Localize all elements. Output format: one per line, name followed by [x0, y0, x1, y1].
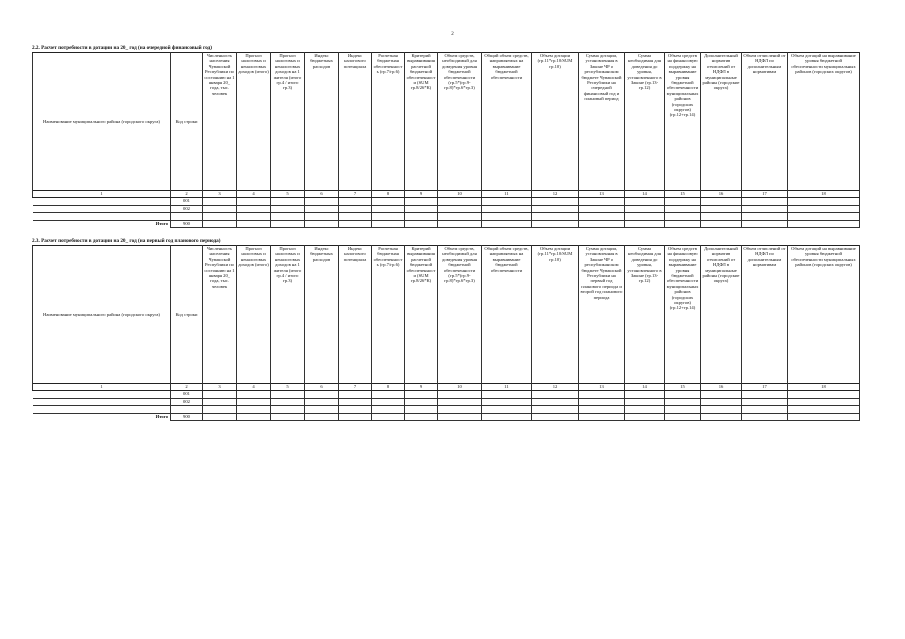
table-cell[interactable] — [372, 398, 405, 406]
table-cell[interactable] — [372, 406, 405, 414]
table-cell[interactable] — [271, 406, 305, 414]
table-cell[interactable] — [625, 398, 665, 406]
table-cell[interactable] — [665, 406, 701, 414]
table-cell[interactable] — [237, 398, 271, 406]
table-cell[interactable] — [742, 391, 788, 399]
column-header-6: Индекс бюджетных расходов — [305, 53, 339, 191]
table-cell[interactable] — [405, 406, 438, 414]
table-cell[interactable] — [665, 391, 701, 399]
total-code: 900 — [171, 413, 203, 421]
table-row — [33, 391, 860, 399]
table-cell[interactable] — [271, 391, 305, 399]
table-cell[interactable] — [339, 198, 372, 206]
table-cell[interactable] — [482, 198, 532, 206]
table-cell[interactable] — [701, 406, 742, 414]
page-number: 2 — [451, 32, 454, 37]
table-row — [33, 213, 860, 221]
row-code: 002 — [171, 205, 203, 213]
column-header-18: Объем дотаций на выравнивание уровня бюджетной обеспеченности муниципальных районов (городских округов) — [788, 246, 860, 384]
column-header-11: Общий объем средств, направляемых на выравнивание бюджетной обеспеченности — [482, 246, 532, 384]
table-cell — [33, 205, 171, 213]
column-header-5: Прогноз налоговых и неналоговых доходов на 1 жителя (итого гр.4 / итого гр.3) — [271, 53, 305, 191]
column-header-15: Объем средств на финансовую поддержку на выравнивание уровня бюджетной обеспеченности муниципальных районов (городских округов) (гр.12+гр.14) — [665, 246, 701, 384]
total-label: Итого — [33, 413, 171, 421]
table-cell — [33, 398, 171, 406]
table-cell[interactable] — [532, 406, 579, 414]
table-cell[interactable] — [305, 391, 339, 399]
table-cell[interactable] — [339, 205, 372, 213]
table-cell[interactable] — [742, 213, 788, 221]
column-number: 8 — [372, 384, 405, 391]
column-number: 18 — [788, 191, 860, 198]
table-cell[interactable] — [405, 205, 438, 213]
total-row — [33, 220, 860, 228]
table-cell[interactable] — [305, 398, 339, 406]
table-cell[interactable] — [237, 406, 271, 414]
column-header-13: Сумма дотации, установленная в Законе ЧР о республиканском бюджете Чувашской Республики на очередной финансовый год и плановый период — [579, 53, 625, 191]
table-cell[interactable] — [482, 391, 532, 399]
column-number: 6 — [305, 191, 339, 198]
column-header-2: Код строки — [171, 246, 203, 384]
total-cell[interactable] — [482, 413, 532, 421]
total-label: Итого — [33, 220, 171, 228]
column-number: 18 — [788, 384, 860, 391]
column-header-13: Сумма дотации, установленная в Законе ЧР о республиканском бюджете Чувашской Республики на первый год планового периода и второй год планового периода — [579, 246, 625, 384]
table-cell[interactable] — [579, 213, 625, 221]
table-cell[interactable] — [482, 205, 532, 213]
section-title: 2.2. Расчет потребности в дотации на 20_ год (на очередной финансовый год) — [32, 45, 212, 51]
column-number: 3 — [203, 384, 237, 391]
table-cell[interactable] — [788, 406, 860, 414]
total-cell[interactable] — [625, 220, 665, 228]
table-cell[interactable] — [579, 406, 625, 414]
total-cell[interactable] — [665, 220, 701, 228]
table-cell[interactable] — [579, 398, 625, 406]
table-cell[interactable] — [438, 205, 482, 213]
total-cell[interactable] — [788, 413, 860, 421]
table-cell[interactable] — [701, 398, 742, 406]
header-row — [33, 246, 860, 384]
column-number: 10 — [438, 384, 482, 391]
column-header-17: Объем отчислений от НДФЛ по дополнительным нормативам — [742, 246, 788, 384]
column-header-17: Объем отчислений от НДФЛ по дополнительным нормативам — [742, 53, 788, 191]
column-header-1: Наименование муниципального района (городского округа) — [33, 53, 171, 191]
column-header-9: Критерий выравнивания расчетной бюджетной обеспеченности (SUM гр.8/26*К) — [405, 53, 438, 191]
column-number: 13 — [579, 384, 625, 391]
table-cell[interactable] — [405, 198, 438, 206]
table-cell[interactable] — [305, 213, 339, 221]
table-cell[interactable] — [237, 391, 271, 399]
calc-table — [32, 52, 860, 228]
total-cell[interactable] — [579, 220, 625, 228]
row-code: 001 — [171, 198, 203, 206]
column-header-16: Дополнительный норматив отчислений от НДФЛ в муниципальные районы (городские округа) — [701, 246, 742, 384]
table-cell — [33, 198, 171, 206]
column-number: 11 — [482, 384, 532, 391]
table-cell[interactable] — [701, 391, 742, 399]
total-cell[interactable] — [742, 220, 788, 228]
total-cell[interactable] — [482, 220, 532, 228]
total-cell[interactable] — [438, 413, 482, 421]
column-header-10: Объем средств, необходимый для доведения уровня бюджетной обеспеченности (гр.5*(гр.9-гр.8)*гр.6*гр.3) — [438, 53, 482, 191]
table-cell[interactable] — [405, 391, 438, 399]
column-number: 5 — [271, 384, 305, 391]
table-cell[interactable] — [339, 213, 372, 221]
row-code — [171, 213, 203, 221]
column-number: 8 — [372, 191, 405, 198]
column-header-12: Объем дотации (гр.11*гр.10/SUM гр.10) — [532, 246, 579, 384]
total-cell[interactable] — [372, 220, 405, 228]
table-cell[interactable] — [788, 198, 860, 206]
table-cell[interactable] — [372, 213, 405, 221]
table-cell[interactable] — [532, 391, 579, 399]
column-header-6: Индекс бюджетных расходов — [305, 246, 339, 384]
table-cell[interactable] — [701, 198, 742, 206]
column-number: 4 — [237, 191, 271, 198]
table-cell[interactable] — [305, 205, 339, 213]
total-cell[interactable] — [203, 413, 237, 421]
table-cell[interactable] — [742, 406, 788, 414]
column-number: 9 — [405, 191, 438, 198]
column-header-1: Наименование муниципального района (городского округа) — [33, 246, 171, 384]
total-cell[interactable] — [788, 220, 860, 228]
table-cell[interactable] — [339, 398, 372, 406]
total-code: 900 — [171, 220, 203, 228]
row-code: 001 — [171, 391, 203, 399]
column-number: 2 — [171, 384, 203, 391]
table-cell[interactable] — [482, 213, 532, 221]
table-cell[interactable] — [579, 391, 625, 399]
column-number: 3 — [203, 191, 237, 198]
table-cell[interactable] — [203, 198, 237, 206]
total-cell[interactable] — [237, 220, 271, 228]
total-cell[interactable] — [532, 413, 579, 421]
column-header-4: Прогноз налоговых и неналоговых доходов (итого) — [237, 246, 271, 384]
table-cell[interactable] — [482, 406, 532, 414]
table-cell — [33, 391, 171, 399]
total-cell[interactable] — [372, 413, 405, 421]
column-number: 7 — [339, 191, 372, 198]
column-numbers-row — [33, 191, 860, 198]
table-cell — [33, 213, 171, 221]
column-header-9: Критерий выравнивания расчетной бюджетной обеспеченности (SUM гр.8/26*К) — [405, 246, 438, 384]
table-row — [33, 406, 860, 414]
table-cell[interactable] — [203, 205, 237, 213]
table-cell[interactable] — [532, 398, 579, 406]
column-header-16: Дополнительный норматив отчислений от НДФЛ в муниципальные районы (городские округа) — [701, 53, 742, 191]
total-cell[interactable] — [405, 413, 438, 421]
column-number: 5 — [271, 191, 305, 198]
total-cell[interactable] — [701, 220, 742, 228]
table-row — [33, 205, 860, 213]
total-cell[interactable] — [271, 220, 305, 228]
total-row — [33, 413, 860, 421]
table-cell[interactable] — [237, 198, 271, 206]
table-cell[interactable] — [237, 213, 271, 221]
table-cell[interactable] — [532, 213, 579, 221]
column-number: 14 — [625, 384, 665, 391]
total-cell[interactable] — [339, 220, 372, 228]
total-cell[interactable] — [203, 220, 237, 228]
column-header-3: Численность населения Чувашской Республики по состоянию на 1 января 20_ года, тыс. человек — [203, 246, 237, 384]
table-cell[interactable] — [625, 205, 665, 213]
total-cell[interactable] — [271, 413, 305, 421]
total-cell[interactable] — [305, 220, 339, 228]
table-cell[interactable] — [625, 406, 665, 414]
table-cell[interactable] — [625, 391, 665, 399]
table-cell[interactable] — [701, 213, 742, 221]
column-header-12: Объем дотации (гр.11*гр.10/SUM гр.10) — [532, 53, 579, 191]
section-2-2 — [32, 44, 859, 228]
column-header-18: Объем дотаций на выравнивание уровня бюджетной обеспеченности муниципальных районов (городских округов) — [788, 53, 860, 191]
total-cell[interactable] — [665, 413, 701, 421]
section-title: 2.3. Расчет потребности в дотации на 20_ год (на первый год планового периода) — [32, 238, 221, 244]
column-header-5: Прогноз налоговых и неналоговых доходов на 1 жителя (итого гр.4 / итого гр.3) — [271, 246, 305, 384]
column-number: 12 — [532, 384, 579, 391]
total-cell[interactable] — [742, 413, 788, 421]
table-cell[interactable] — [339, 391, 372, 399]
column-header-7: Индекс налогового потенциала — [339, 246, 372, 384]
total-cell[interactable] — [579, 413, 625, 421]
table-cell[interactable] — [701, 205, 742, 213]
column-number: 14 — [625, 191, 665, 198]
column-number: 1 — [33, 191, 171, 198]
table-cell[interactable] — [203, 213, 237, 221]
table-cell[interactable] — [339, 406, 372, 414]
table-cell[interactable] — [203, 398, 237, 406]
total-cell[interactable] — [701, 413, 742, 421]
column-number: 2 — [171, 191, 203, 198]
table-cell[interactable] — [405, 398, 438, 406]
column-number: 11 — [482, 191, 532, 198]
table-cell[interactable] — [665, 213, 701, 221]
column-header-15: Объем средств на финансовую поддержку на выравнивание уровня бюджетной обеспеченности муниципальных районов (городских округов) (гр.12+гр.14) — [665, 53, 701, 191]
column-header-10: Объем средств, необходимый для доведения уровня бюджетной обеспеченности (гр.5*(гр.9-гр.8)*гр.6*гр.3) — [438, 246, 482, 384]
table-cell[interactable] — [625, 198, 665, 206]
table-cell[interactable] — [271, 213, 305, 221]
table-cell[interactable] — [237, 205, 271, 213]
column-number: 16 — [701, 384, 742, 391]
column-header-8: Расчетная бюджетная обеспеченность (гр.7/гр.6) — [372, 246, 405, 384]
column-header-14: Сумма необходимая для доведения до уровня, установленного в Законе (гр.13-гр.12) — [625, 246, 665, 384]
total-cell[interactable] — [305, 413, 339, 421]
table-cell[interactable] — [788, 398, 860, 406]
table-cell[interactable] — [405, 213, 438, 221]
row-code: 002 — [171, 398, 203, 406]
table-cell[interactable] — [579, 205, 625, 213]
table-cell[interactable] — [438, 406, 482, 414]
column-numbers-row — [33, 384, 860, 391]
table-cell[interactable] — [625, 213, 665, 221]
table-cell[interactable] — [305, 406, 339, 414]
total-cell[interactable] — [532, 220, 579, 228]
table-cell[interactable] — [788, 213, 860, 221]
column-number: 6 — [305, 384, 339, 391]
table-cell[interactable] — [742, 198, 788, 206]
table-cell[interactable] — [372, 198, 405, 206]
table-cell[interactable] — [271, 205, 305, 213]
total-cell[interactable] — [339, 413, 372, 421]
table-cell — [33, 406, 171, 414]
table-cell[interactable] — [372, 391, 405, 399]
section-2-3 — [32, 237, 859, 421]
column-number: 12 — [532, 191, 579, 198]
table-cell[interactable] — [482, 398, 532, 406]
column-number: 4 — [237, 384, 271, 391]
column-number: 15 — [665, 191, 701, 198]
column-number: 16 — [701, 191, 742, 198]
table-cell[interactable] — [788, 205, 860, 213]
table-row — [33, 198, 860, 206]
column-number: 13 — [579, 191, 625, 198]
column-header-14: Сумма необходимая для доведения до уровня, установленного в Законе (гр.13-гр.12) — [625, 53, 665, 191]
table-cell[interactable] — [438, 213, 482, 221]
table-cell[interactable] — [271, 198, 305, 206]
row-code — [171, 406, 203, 414]
table-cell[interactable] — [788, 391, 860, 399]
column-number: 15 — [665, 384, 701, 391]
column-number: 17 — [742, 384, 788, 391]
table-cell[interactable] — [372, 205, 405, 213]
table-cell[interactable] — [305, 198, 339, 206]
column-header-7: Индекс налогового потенциала — [339, 53, 372, 191]
table-cell[interactable] — [203, 406, 237, 414]
table-cell[interactable] — [438, 198, 482, 206]
total-cell[interactable] — [405, 220, 438, 228]
table-cell[interactable] — [271, 398, 305, 406]
column-header-11: Общий объем средств, направляемых на выравнивание бюджетной обеспеченности — [482, 53, 532, 191]
column-header-3: Численность населения Чувашской Республики по состоянию на 1 января 20_ года, тыс. человек — [203, 53, 237, 191]
column-header-2: Код строки — [171, 53, 203, 191]
header-row — [33, 53, 860, 191]
column-number: 10 — [438, 191, 482, 198]
calc-table — [32, 245, 860, 421]
table-cell[interactable] — [665, 205, 701, 213]
table-cell[interactable] — [742, 205, 788, 213]
table-cell[interactable] — [532, 205, 579, 213]
column-number: 17 — [742, 191, 788, 198]
column-number: 9 — [405, 384, 438, 391]
table-cell[interactable] — [203, 391, 237, 399]
column-number: 1 — [33, 384, 171, 391]
table-row — [33, 398, 860, 406]
table-cell[interactable] — [579, 198, 625, 206]
table-cell[interactable] — [665, 198, 701, 206]
column-header-8: Расчетная бюджетная обеспеченность (гр.7/гр.6) — [372, 53, 405, 191]
column-header-4: Прогноз налоговых и неналоговых доходов (итого) — [237, 53, 271, 191]
table-cell[interactable] — [438, 398, 482, 406]
total-cell[interactable] — [438, 220, 482, 228]
table-cell[interactable] — [532, 198, 579, 206]
total-cell[interactable] — [625, 413, 665, 421]
table-cell[interactable] — [665, 398, 701, 406]
column-number: 7 — [339, 384, 372, 391]
table-cell[interactable] — [438, 391, 482, 399]
table-cell[interactable] — [742, 398, 788, 406]
total-cell[interactable] — [237, 413, 271, 421]
